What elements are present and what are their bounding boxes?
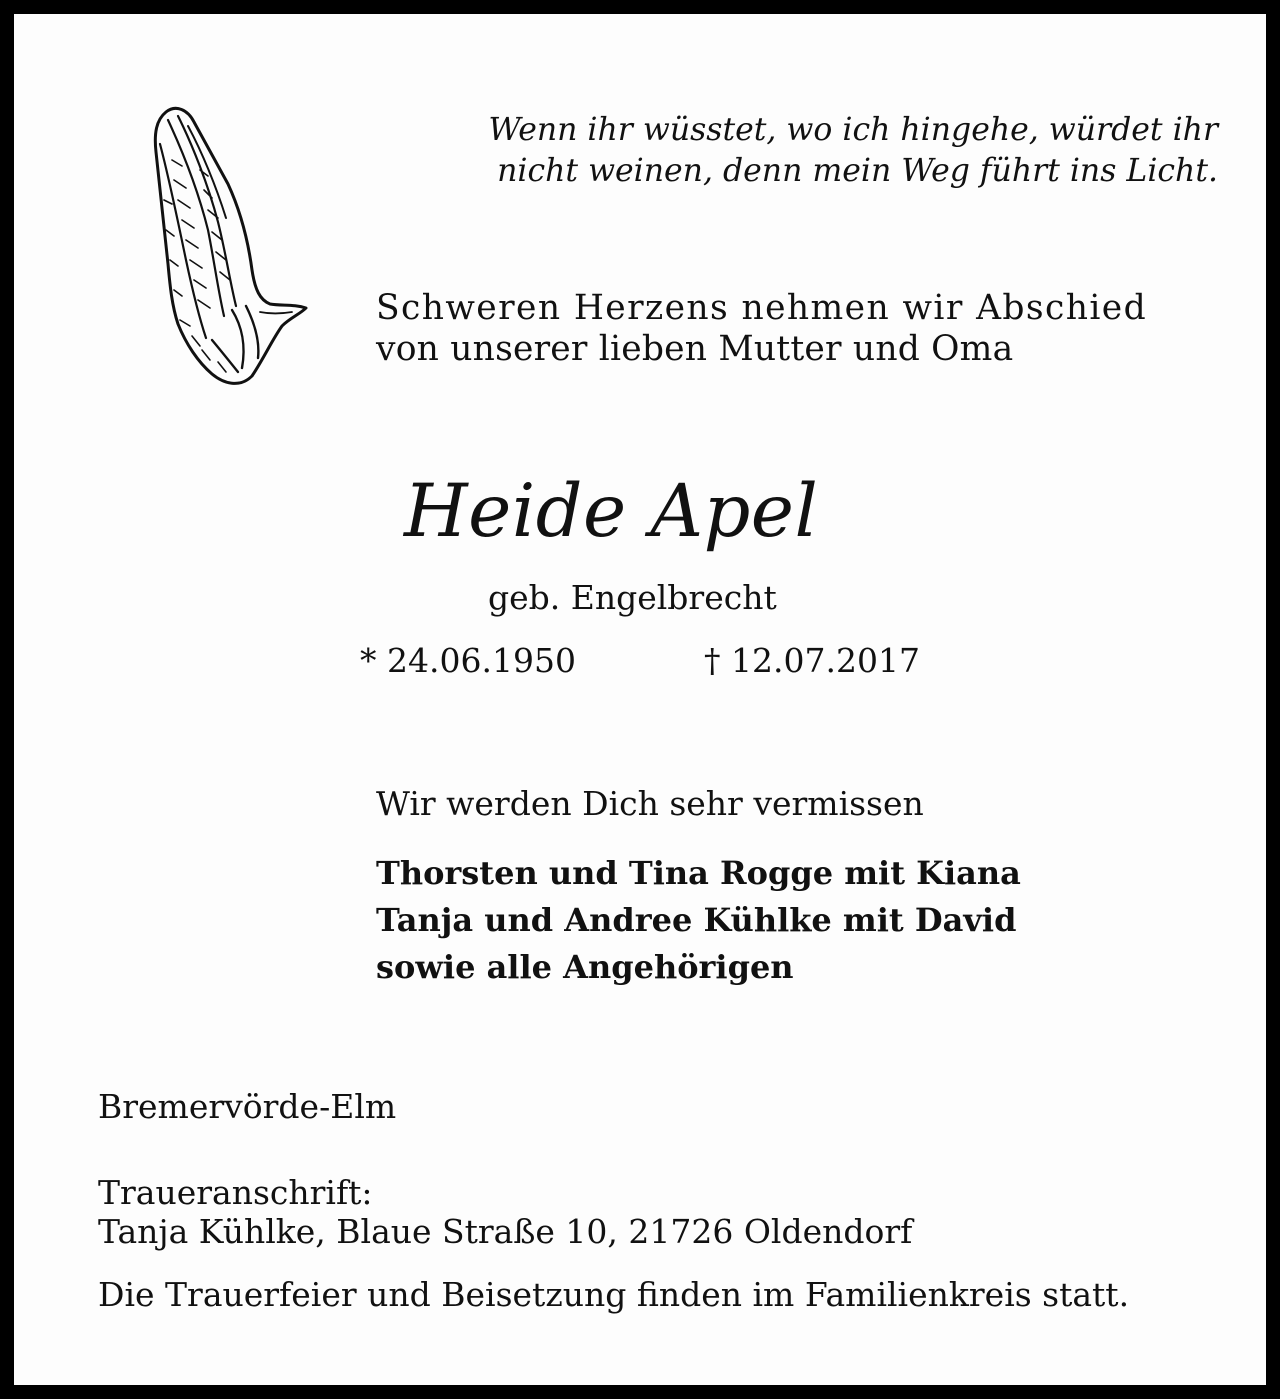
- praying-hands-icon: [142, 100, 320, 390]
- mourning-address: [98, 1173, 912, 1251]
- family-line: Thorsten und Tina Rogge mit Kiana: [376, 854, 1021, 892]
- quote-line: nicht weinen, denn mein Weg führt ins Licht.: [497, 153, 1218, 189]
- birth-date: * 24.06.1950: [360, 641, 576, 680]
- deceased-name: Heide Apel: [404, 469, 819, 554]
- farewell-intro: [376, 288, 1216, 370]
- ceremony-note: Die Trauerfeier und Beisetzung finden im Familienkreis statt.: [98, 1275, 1130, 1314]
- place: Bremervörde-Elm: [98, 1087, 397, 1126]
- intro-line: Schweren Herzens nehmen wir Abschied: [376, 288, 1148, 328]
- mourning-address-label: Traueranschrift:: [98, 1173, 373, 1212]
- miss-line: Wir werden Dich sehr vermissen: [376, 784, 924, 823]
- mourning-address-value: Tanja Kühlke, Blaue Straße 10, 21726 Oldendorf: [98, 1212, 913, 1251]
- family-line: Tanja und Andree Kühlke mit David: [376, 901, 1017, 939]
- family-line: sowie alle Angehörigen: [376, 948, 794, 986]
- death-date: † 12.07.2017: [704, 641, 920, 680]
- intro-line: von unserer lieben Mutter und Oma: [376, 329, 1014, 369]
- family-signatures: [376, 850, 1021, 991]
- quote-line: Wenn ihr wüsstet, wo ich hingehe, würdet ihr: [488, 112, 1218, 148]
- bible-quote: [428, 110, 1218, 192]
- maiden-name: geb. Engelbrecht: [488, 578, 777, 617]
